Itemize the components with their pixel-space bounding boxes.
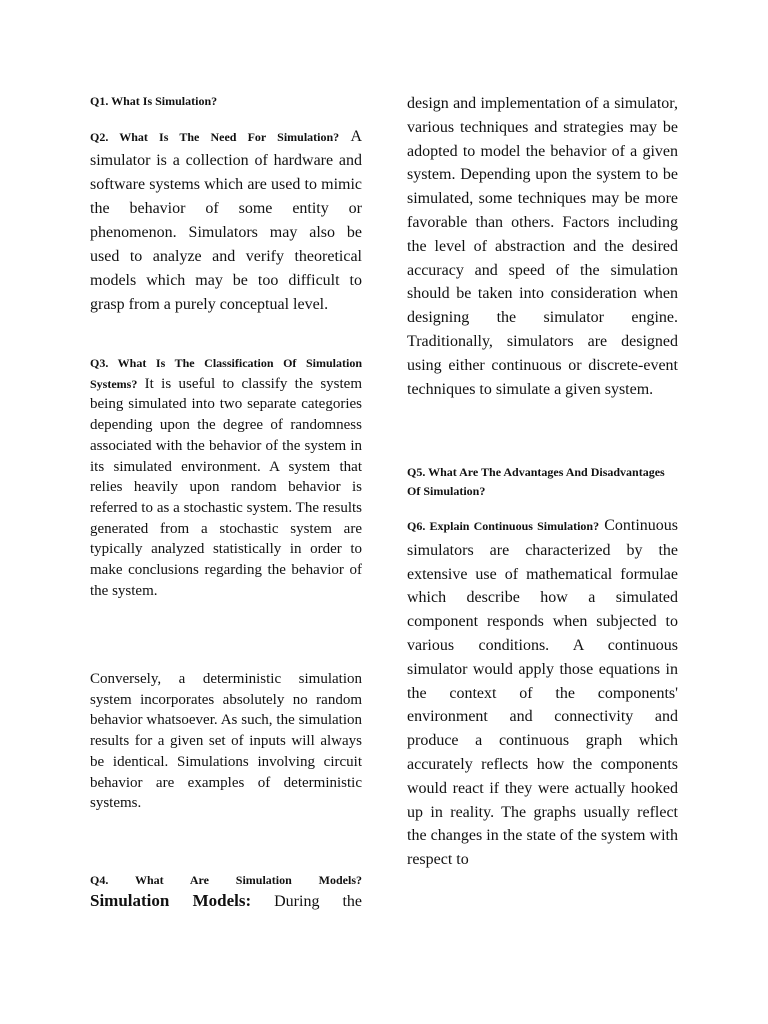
q2-heading: Q2. What Is The Need For Simulation? bbox=[90, 130, 340, 144]
q3-paragraph-2: Conversely, a deterministic simulation system incorporates absolutely no random behavior whatsoever. As such, the simulation results for a given set of inputs will always be identical. Simulations involving circuit behavior are examples of deterministic systems. bbox=[90, 671, 362, 812]
q6-body: Continuous simulators are characterized by the extensive use of mathematical formulae which describe how a simulated component responds when subjected to various conditions. A continuous simulator would apply those equations in the context of the components' environment and connectivity and produce a continuous graph which accurately reflects how the components would react if they were actually hooked up in reality. The graphs usually reflect the changes in the state of the system with respect to bbox=[407, 517, 678, 869]
q3-heading: Q3. What Is The Classification Of Simulation Systems? bbox=[90, 356, 362, 391]
q4-label: Simulation Models: bbox=[90, 891, 252, 910]
q3-body: It is useful to classify the system being simulated into two separate categories depending upon the degree of randomness associated with the behavior of the system in its simulated environment. A system that relies heavily upon random behavior is referred to as a stochastic system. The results generated from a stochastic system are typically analyzed statistically in order to make conclusions regarding the behavior of the system. bbox=[90, 375, 362, 599]
q4-body: During the bbox=[251, 893, 362, 910]
q2-body: A simulator is a collection of hardware and software systems which are used to mimic the behavior of some entity or phenomenon. Simulators may also be used to analyze and verify theoretical models which may be too difficult to grasp from a purely conceptual level. bbox=[90, 128, 362, 313]
q1-heading: Q1. What Is Simulation? bbox=[90, 94, 218, 108]
q2-paragraph bbox=[90, 125, 362, 317]
q4-continuation: design and implementation of a simulator, various techniques and strategies may be adopted to model the behavior of a given system. Depending upon the system to be simulated, some techniques may be more favorable than others. Factors including the level of abstraction and the desired accuracy and speed of the simulation should be taken into consideration when designing the simulator engine. Traditionally, simulators are designed using either continuous or discrete-event techniques to simulate a given system. bbox=[407, 95, 678, 398]
q6-heading: Q6. Explain Continuous Simulation? bbox=[407, 519, 600, 533]
q3-paragraph bbox=[90, 353, 362, 601]
q4-paragraph bbox=[90, 871, 362, 914]
q6-paragraph bbox=[407, 514, 678, 872]
q5-heading: Q5. What Are The Advantages And Disadvantages Of Simulation? bbox=[407, 465, 665, 498]
q4-heading: Q4. What Are Simulation Models? bbox=[90, 873, 362, 887]
